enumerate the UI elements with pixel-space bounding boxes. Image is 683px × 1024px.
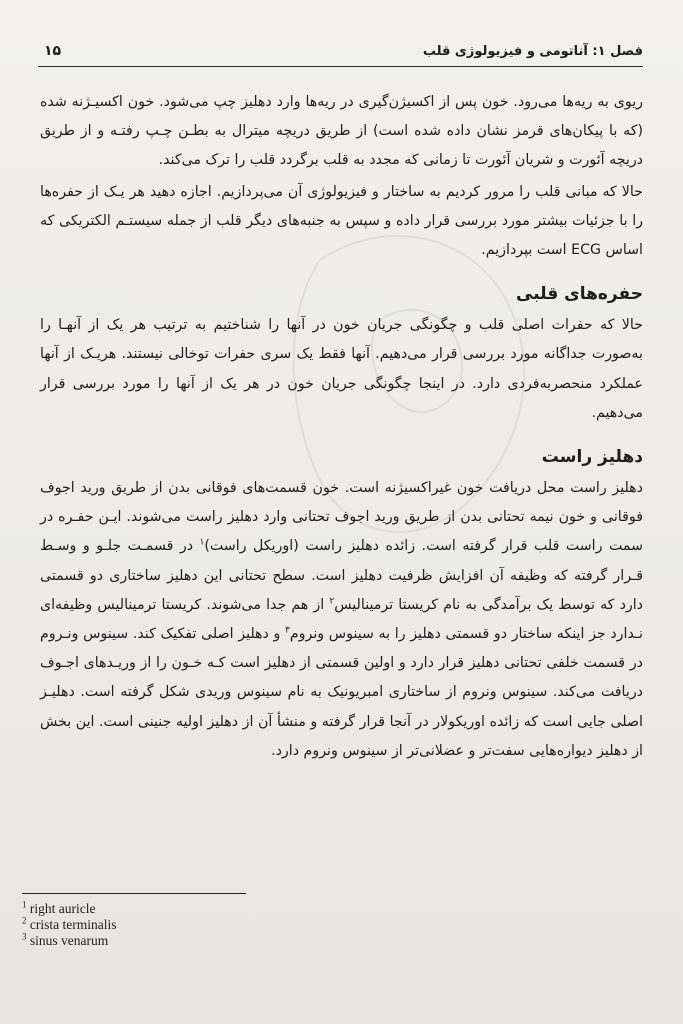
paragraph-4-part-c: از هم جدا می‌شوند. کریستا ترمینالیس وظیفه‌ای نـدارد جز اینکه ساختار دو قسمتی دهلیز را به سینوس ونروم	[40, 596, 643, 643]
footnote-1-number: 1	[22, 899, 27, 910]
page-number: ۱۵	[44, 43, 62, 59]
page-body	[40, 88, 643, 766]
footnote-1-text: right auricle	[29, 901, 96, 916]
chapter-title: فصل ۱: آناتومی و فیزیولوژی قلب	[422, 44, 643, 59]
section-heading-right-atrium: دهلیز راست	[541, 447, 643, 468]
page-header	[38, 36, 643, 67]
footnotes	[22, 901, 116, 949]
footnote-2-number: 2	[22, 915, 27, 926]
footnote-ref-3: ۳	[285, 625, 290, 636]
footnote-divider	[22, 893, 246, 894]
footnote-ref-1: ۱	[199, 537, 205, 548]
footnote-3-text: sinus venarum	[29, 933, 109, 948]
paragraph-1: ریوی به ریه‌ها می‌رود. خون پس از اکسیژن‌گیری در ریه‌ها وارد دهلیز چپ می‌شود. خون اکسیـژنه شده (که با پیکان‌های قرمز نشان داده شده است) از طریق دریچه میترال به بطـن چـپ رفتـه و از طریق دریچه آئورت و شریان آئورت تا زمانی که مجدد به قلب برگردد قلب را ترک می‌کند.	[40, 94, 643, 169]
paragraph-2: حالا که مبانی قلب را مرور کردیم به ساختار و فیزیولوژی آن می‌پردازیم. اجازه دهید هر یـک از حفره‌ها را با جزئیات بیشتر مورد بررسی قرار داده و سپس به جنبه‌های دیگر قلب از جمله سیستـم الکتریکی که اساس ECG است بپردازیم.	[40, 183, 643, 259]
paragraph-4	[40, 474, 643, 766]
footnote-2	[22, 917, 116, 933]
paragraph-4-part-b: در قسمـت جلـو و وسـط قـرار گرفته که وظیفه آن افزایش ظرفیت دهلیز است. سطح تحتانی این دهلیز ساختاری دو قسمتی دارد که توسط یک برآمدگی به نام کریستا ترمینالیس	[40, 538, 643, 613]
footnote-1	[22, 901, 116, 917]
footnote-3	[22, 933, 116, 949]
paragraph-4-part-d: و دهلیز اصلی تفکیک کند. سینوس ونـروم در قسمت خلفی تحتانی دهلیز قرار دارد و اولین قسمتی از دهلیز است کـه خـون را از وریـدهای اجـوف دریافت می‌کند. سینوس ونروم از ساختاری امبریونیک به نام سینوس وریدی شکل گرفته است. دهلیـز اصلی جایی است که زائده اوریکولار در آنجا قرار گرفته و منشأ آن از دهلیز اولیه جنینی است. این بخش از دهلیز دیواره‌هایی سفت‌تر و عضلانی‌تر از سینوس ونروم دارد.	[40, 626, 643, 759]
paragraph-4-part-a: دهلیز راست محل دریافت خون غیراکسیژنه است. خون قسمت‌های فوقانی بدن از طریق ورید اجوف فوقانی و خون نیمه تحتانی بدن از طریق ورید اجوف تحتانی وارد دهلیز راست می‌شوند. ایـن حفـره در سمت راست قلب قرار گرفته است. زائده دهلیز راست (اوریکل راست)	[40, 480, 643, 555]
paragraph-3: حالا که حفرات اصلی قلب و چگونگی جریان خون در آنها را شناختیم به ترتیب هر یک از آنهـا را به‌صورت جداگانه مورد بررسی قرار می‌دهیم. آنها فقط یک سری حفرات توخالی نیستند. هریـک از آنها عملکرد منحصربه‌فردی دارد. در اینجا چگونگی جریان خون در هر یک از آنها را مورد بررسی قرار می‌دهیم.	[40, 317, 643, 421]
footnote-2-text: crista terminalis	[29, 917, 117, 932]
section-heading-heart-chambers: حفره‌های قلبی	[516, 284, 643, 305]
footnote-3-number: 3	[22, 931, 27, 942]
footnote-ref-2: ۲	[329, 596, 335, 607]
